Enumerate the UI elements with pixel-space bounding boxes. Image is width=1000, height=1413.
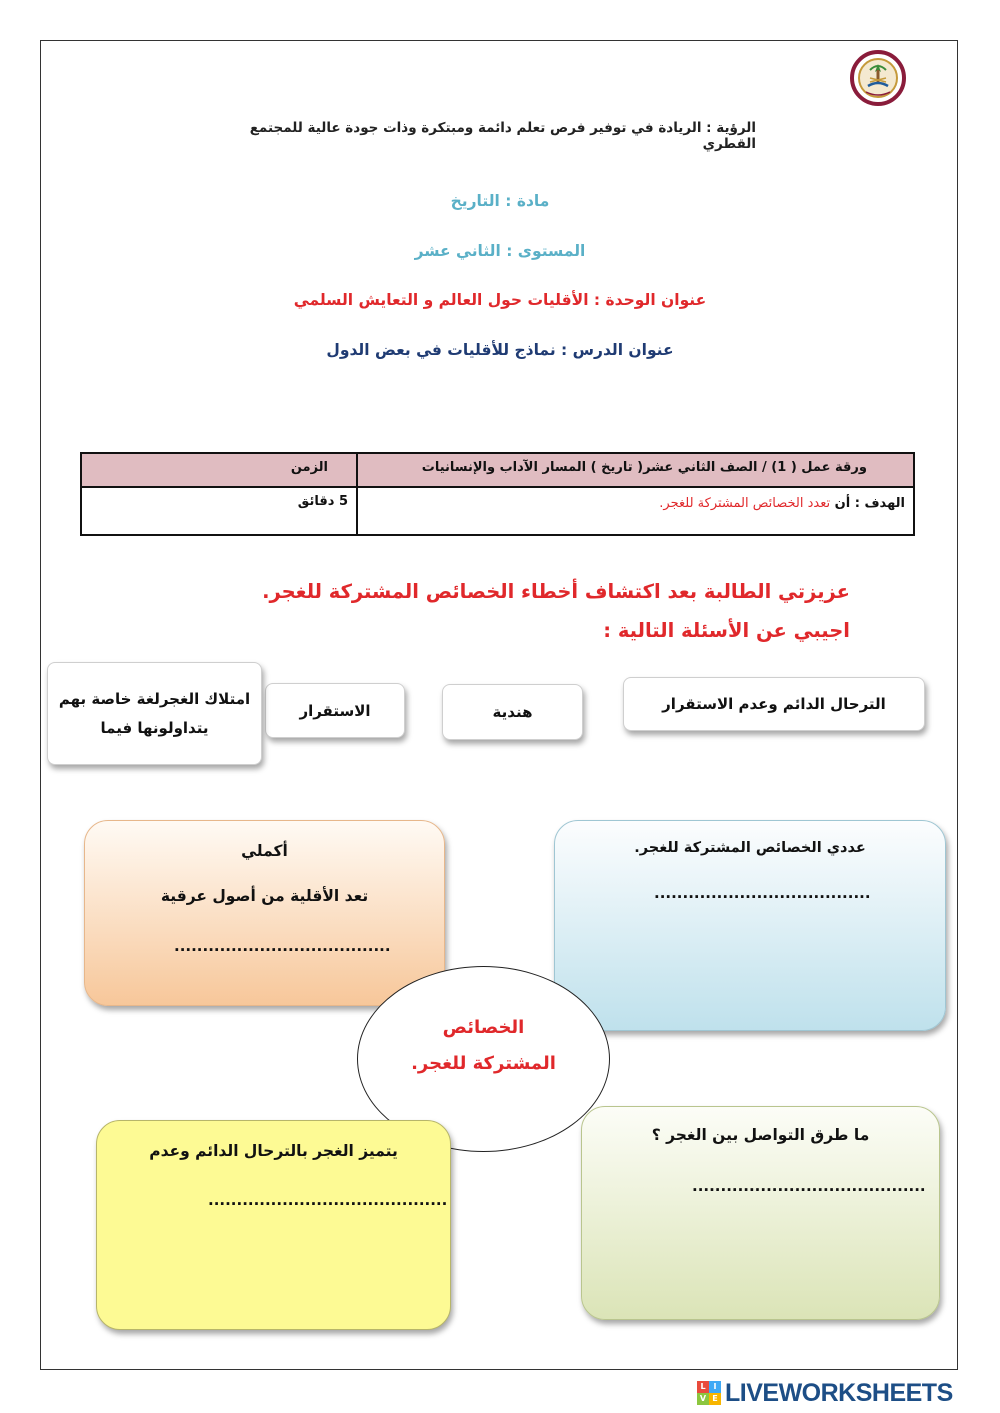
answer-chip-indian[interactable]: هندية xyxy=(442,684,583,740)
goal-line xyxy=(659,496,905,511)
goal-label: الهدف : أن xyxy=(834,496,905,511)
lesson-title: عنوان الدرس : نماذج للأقليات في بعض الدول xyxy=(326,341,674,359)
unit-title: عنوان الوحدة : الأقليات حول العالم و التعايش السلمي xyxy=(293,291,707,309)
goal-text: تعدد الخصائص المشتركة للغجر. xyxy=(659,496,831,511)
time-label: الزمن xyxy=(290,460,328,475)
time-value: 5 دقائق xyxy=(297,494,348,509)
box-title-complete: أكملي xyxy=(241,842,288,860)
blank-nomadism[interactable]: .......................................... xyxy=(208,1191,448,1209)
level-line: المستوى : الثاني عشر xyxy=(414,242,586,260)
box-question-ethnic-origins: تعد الأقلية من أصول عرقية xyxy=(160,887,369,905)
instruction-line-2: اجيبي عن الأسئلة التالية : xyxy=(603,619,850,642)
worksheet-title: ورقة عمل ( 1) / الصف الثاني عشر( تاريخ ) المسار الآداب والإنسانيات xyxy=(421,460,867,475)
blank-communication[interactable]: ......................................... xyxy=(692,1177,926,1195)
blank-ethnic-origins[interactable]: ...................................... xyxy=(174,937,391,955)
center-label-line-2: المشتركة للغجر. xyxy=(411,1053,556,1074)
box-question-nomadism: يتميز الغجر بالترحال الدائم وعدم xyxy=(149,1142,398,1160)
center-label xyxy=(357,1010,610,1082)
box-question-communication: ما طرق التواصل بين الغجر ؟ xyxy=(651,1126,870,1144)
subject-line: مادة : التاريخ xyxy=(450,192,550,210)
ministry-logo-icon xyxy=(848,48,908,110)
liveworksheets-logo-icon: L I V E xyxy=(697,1381,721,1405)
center-label-line-1: الخصائص xyxy=(442,1017,525,1038)
vision-statement: الرؤية : الريادة في توفير فرص تعلم دائمة ومبتكرة وذات جودة عالية للمجتمع القطري xyxy=(249,120,756,152)
worksheet-info-table xyxy=(80,452,915,536)
answer-chip-nomadism[interactable]: الترحال الدائم وعدم الاستقرار xyxy=(623,677,925,731)
answer-chip-own-language[interactable]: امتلاك الغجرلغة خاصة بهم يتداولونها فيما xyxy=(47,662,262,765)
liveworksheets-brand xyxy=(697,1378,953,1408)
answer-chip-stability[interactable]: الاستقرار xyxy=(265,683,405,738)
brand-name: LIVEWORKSHEETS xyxy=(725,1378,953,1407)
box-question-list-traits: عددي الخصائص المشتركة للغجر. xyxy=(634,840,866,856)
blank-list-traits[interactable]: ...................................... xyxy=(654,884,871,902)
table-column-divider xyxy=(356,454,358,534)
instruction-line-1: عزيزتي الطالبة بعد اكتشاف أخطاء الخصائص المشتركة للغجر. xyxy=(262,580,850,603)
